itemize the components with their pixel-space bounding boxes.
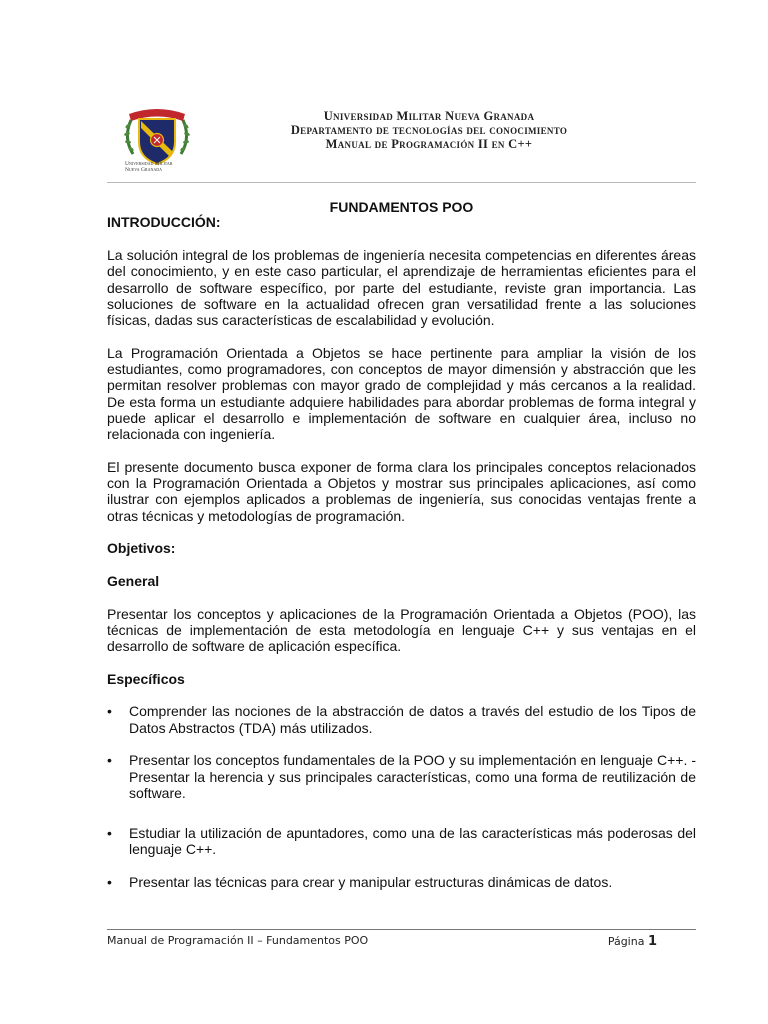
document-title: FUNDAMENTOS POO: [329, 199, 474, 215]
page-header: [107, 92, 696, 182]
bullet-icon: •: [107, 703, 112, 720]
specific-objectives-list: [107, 703, 696, 890]
list-item: [107, 703, 696, 736]
logo-caption-line-1: Universidad Militar: [125, 161, 173, 167]
university-name: Universidad Militar Nueva Granada: [323, 109, 535, 123]
list-item-text: Comprender las nociones de la abstracción de datos a través del estudio de los Tipos de Datos Abstractos (TDA) más utilizados.: [129, 703, 696, 736]
footer-divider: [107, 929, 696, 930]
list-item: [107, 752, 696, 801]
page-footer: [107, 934, 657, 949]
header-divider: [107, 182, 696, 183]
logo-caption: [125, 161, 205, 173]
page-indicator: [608, 934, 657, 949]
page-number: 1: [647, 934, 657, 949]
introduction-heading: INTRODUCCIÓN:: [107, 214, 221, 230]
bullet-icon: •: [107, 873, 112, 890]
intro-paragraph-1: La solución integral de los problemas de ingeniería necesita competencias en diferentes áreas del conocimiento, y en este caso particular, el aprendizaje de herramientas eficientes para el desarrollo de software específico, por parte del estudiante, reviste gran importancia. Las soluciones de software en la actualidad ofrecen gran versatilidad frente a las soluciones físicas, dadas sus características de escalabilidad y evolución.: [107, 247, 696, 329]
page-label: Página: [607, 935, 645, 948]
objectives-heading: Objetivos:: [107, 540, 176, 557]
footer-title: Manual de Programación II – Fundamentos POO: [107, 934, 369, 947]
list-item-text: Presentar las técnicas para crear y manipular estructuras dinámicas de datos.: [129, 873, 613, 890]
list-item-text: Presentar los conceptos fundamentales de la POO y su implementación en lenguaje C++. - Presentar la herencia y sus principales características, como una forma de reutilización de software.: [129, 752, 696, 801]
manual-name: Manual de Programación II en C++: [325, 137, 533, 151]
list-item-text: Estudiar la utilización de apuntadores, como una de las características más poderosas del lenguaje C++.: [129, 825, 696, 858]
intro-paragraph-3: El presente documento busca exponer de forma clara los principales conceptos relacionados con la Programación Orientada a Objetos y mostrar sus principales aplicaciones, así como ilustrar con ejemplos aplicados a problemas de ingeniería, sus conocidas ventajas frente a otras técnicas y metodologías de programación.: [107, 458, 696, 524]
specific-heading: Específicos: [107, 670, 185, 687]
list-item: [107, 874, 696, 890]
department-name: Departamento de tecnologías del conocimiento: [290, 123, 568, 137]
general-heading: General: [107, 572, 160, 589]
general-objective-text: Presentar los conceptos y aplicaciones de la Programación Orientada a Objetos (POO), las técnicas de implementación de esta metodología en lenguaje C++ y sus ventajas en el desarrollo de software de aplicación específica.: [107, 605, 696, 655]
list-item: [107, 825, 696, 858]
bullet-icon: •: [107, 752, 112, 769]
intro-paragraph-2: La Programación Orientada a Objetos se hace pertinente para ampliar la visión de los estudiantes, como programadores, con conceptos de mayor dimensión y abstracción que les permitan resolver problemas con mayor grado de complejidad y más cercanos a la realidad. De esta forma un estudiante adquiere habilidades para abordar problemas de forma integral y puede aplicar el desarrollo e implementación de software en cualquier área, incluso no relacionada con ingeniería.: [107, 344, 696, 443]
bullet-icon: •: [107, 825, 112, 842]
institution-block: [219, 109, 639, 151]
document-body: [107, 247, 696, 907]
logo-caption-line-2: Nueva Granada: [125, 167, 163, 173]
